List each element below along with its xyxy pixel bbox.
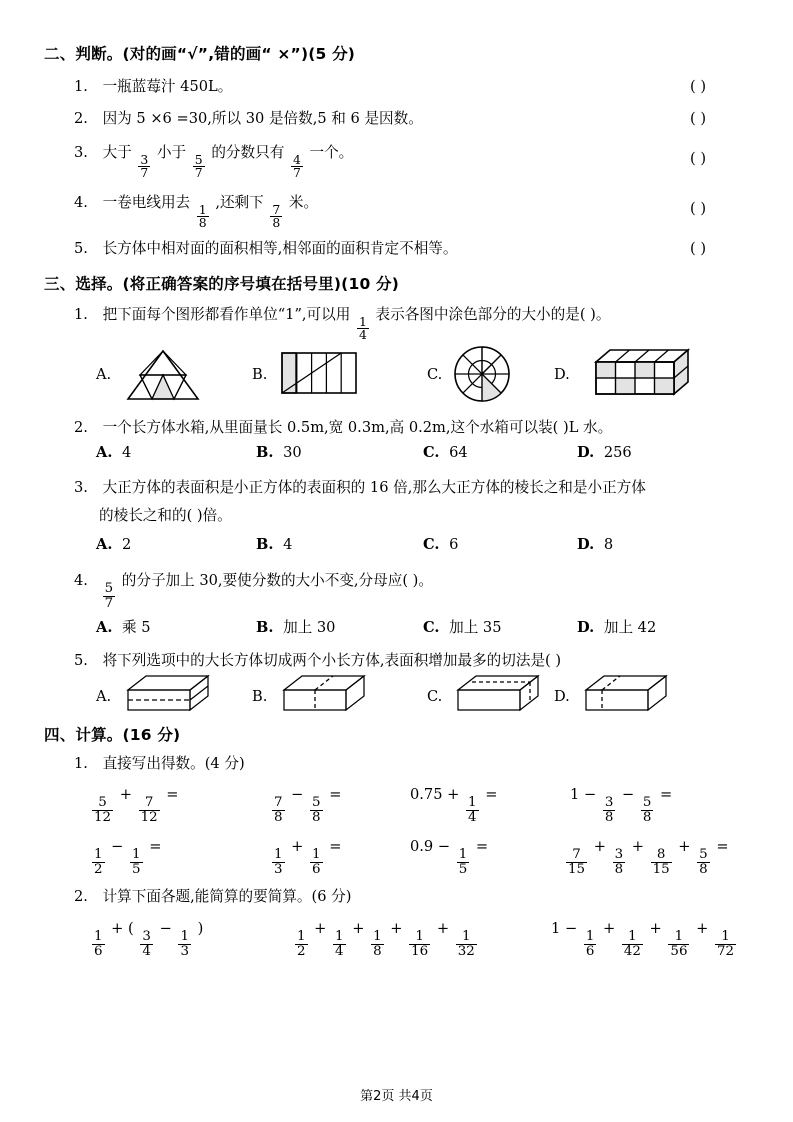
judge-item-3-post: 一个。 — [309, 144, 354, 161]
judge-item-2-bracket[interactable]: ( ) — [690, 110, 707, 127]
choice-q4-body[interactable]: 的分子加上 30,要使分数的大小不变,分母应( )。 — [121, 572, 433, 589]
paren-close: ) — [197, 920, 204, 937]
fraction-5-12: $\frac{5}{12}$ — [94, 795, 112, 825]
judge-item-2-number: 2. — [74, 110, 88, 127]
fraction-1-5: $\frac{1}{5}$ — [132, 847, 141, 877]
operator-plus: + — [593, 838, 606, 855]
choice-q4-option-b-label: B. — [256, 619, 274, 636]
decimal-075: 0.75 — [410, 786, 443, 803]
operator-plus: + — [291, 838, 304, 855]
equals-sign: = — [329, 786, 342, 803]
judge-item-1-number: 1. — [74, 78, 88, 95]
judge-item-5-bracket[interactable]: ( ) — [690, 240, 707, 257]
choice-q5-option-c-label[interactable]: C. — [427, 688, 443, 705]
fraction-5-8-c: $\frac{5}{8}$ — [699, 847, 708, 877]
choice-q4-option-d[interactable] — [577, 616, 656, 637]
choice-q5-option-a-label[interactable]: A. — [96, 688, 112, 705]
section-heading-calc: 四、计算。(16 分) — [44, 726, 181, 744]
judge-item-3-number: 3. — [74, 144, 88, 161]
calc-sub2-number: 2. — [74, 888, 88, 905]
judge-item-5 — [74, 238, 457, 260]
judge-item-4-number: 4. — [74, 194, 88, 211]
choice-q4-text — [74, 570, 433, 610]
operator-plus-2: + — [352, 920, 365, 937]
operator-plus: + — [111, 920, 124, 937]
judge-item-3 — [74, 142, 353, 180]
calc-item-4[interactable] — [570, 786, 672, 824]
figure-cuboid-cut-vertical-cross — [278, 672, 370, 716]
choice-q4-option-c-value: 加上 35 — [449, 619, 502, 636]
section-heading-choice: 三、选择。(将正确答案的序号填在括号里)(10 分) — [44, 275, 400, 293]
equals-sign: = — [716, 838, 729, 855]
operator-minus: − — [291, 786, 304, 803]
choice-q2-option-c[interactable] — [423, 444, 468, 461]
figure-circle-sectors — [452, 344, 512, 404]
choice-q4-option-a[interactable] — [96, 616, 151, 637]
fraction-1-8-b: $\frac{1}{8}$ — [373, 929, 382, 959]
choice-q4-option-b[interactable] — [256, 616, 335, 637]
choice-q4-option-d-value: 加上 42 — [603, 619, 657, 636]
fraction-7-12: $\frac{7}{12}$ — [140, 795, 158, 825]
figure-cuboid-cut-left-vertical — [580, 672, 672, 716]
fraction-1-16: $\frac{1}{16}$ — [411, 929, 429, 959]
figure-rectangle-strips-diagonal — [280, 350, 360, 398]
fraction-1-2-b: $\frac{1}{2}$ — [297, 929, 306, 959]
choice-q5-option-d-label[interactable]: D. — [554, 688, 570, 705]
judge-item-3-mid: 小于 — [156, 144, 187, 161]
choice-q1-pre: 把下面每个图形都看作单位“1”,可以用 — [102, 306, 351, 323]
operator-minus-2: − — [621, 786, 635, 803]
choice-q3-line2[interactable]: 的棱长之和的( )倍。 — [99, 507, 232, 524]
choice-q1-post[interactable]: 表示各图中涂色部分的大小的是( )。 — [375, 306, 611, 323]
fraction-1-6-c: $\frac{1}{6}$ — [585, 929, 595, 959]
operator-minus: − — [583, 786, 597, 803]
judge-item-2 — [74, 108, 423, 130]
judge-item-5-number: 5. — [74, 240, 88, 257]
figure-cube-stack — [588, 346, 698, 404]
choice-q4-option-c-label: C. — [423, 619, 440, 636]
choice-q5-body[interactable]: 将下列选项中的大长方体切成两个小长方体,表面积增加最多的切法是( ) — [102, 652, 562, 669]
operator-plus: + — [314, 920, 327, 937]
calc-item-1[interactable] — [90, 786, 178, 824]
choice-q2-option-d-value: 256 — [603, 444, 632, 461]
calc-item-3[interactable] — [410, 786, 497, 824]
operator-plus: + — [447, 786, 460, 803]
fraction-3-8: $\frac{3}{8}$ — [604, 795, 614, 825]
choice-q1-number: 1. — [74, 306, 88, 323]
operator-plus: + — [602, 920, 616, 937]
fraction-1-32: $\frac{1}{32}$ — [457, 929, 475, 959]
calc-item-9[interactable] — [90, 920, 203, 958]
judge-item-4 — [74, 192, 318, 230]
choice-q4-option-a-value: 乘 5 — [122, 619, 151, 636]
choice-q2-option-d-label: D. — [577, 444, 595, 461]
choice-q2-option-b-label: B. — [256, 444, 274, 461]
figure-cuboid-cut-horizontal — [122, 672, 214, 716]
fraction-5-7-a: $\frac{5}{7}$ — [194, 152, 203, 181]
figure-cuboid-cut-top-dashed — [452, 672, 544, 716]
fraction-7-15: $\frac{7}{15}$ — [568, 847, 586, 877]
choice-q5-text — [74, 650, 561, 672]
choice-q3-option-a-label: A. — [96, 536, 113, 553]
choice-q2-text — [74, 417, 612, 439]
calc-sub1-number: 1. — [74, 755, 88, 772]
fraction-1-72: $\frac{1}{72}$ — [716, 929, 735, 959]
choice-q2-option-a-label: A. — [96, 444, 113, 461]
fraction-3-7-a: $\frac{3}{7}$ — [140, 152, 149, 181]
choice-q1-option-b-label[interactable]: B. — [252, 366, 268, 383]
fraction-5-8-b: $\frac{5}{8}$ — [642, 795, 652, 825]
choice-q2-option-a-value: 4 — [122, 444, 132, 461]
fraction-1-42: $\frac{1}{42}$ — [623, 929, 641, 959]
operator-minus: − — [159, 920, 172, 937]
judge-item-4-post: 米。 — [288, 194, 319, 211]
equals-sign: = — [329, 838, 342, 855]
choice-q3-option-d-label: D. — [577, 536, 595, 553]
calc-sub2-label: 计算下面各题,能简算的要简算。(6 分) — [102, 888, 352, 905]
choice-q4-option-b-value: 加上 30 — [283, 619, 336, 636]
fraction-3-4: $\frac{3}{4}$ — [142, 929, 151, 959]
choice-q3-option-a[interactable] — [96, 536, 131, 553]
calc-item-11[interactable] — [551, 920, 738, 958]
choice-q2-option-b[interactable] — [256, 444, 302, 461]
calc-item-8[interactable] — [564, 838, 729, 876]
operator-plus-2: + — [649, 920, 662, 937]
choice-q2-number: 2. — [74, 419, 88, 436]
equals-sign: = — [485, 786, 498, 803]
choice-q3-option-b-value: 4 — [283, 536, 293, 553]
judge-item-3-bracket[interactable]: ( ) — [690, 150, 707, 167]
calc-sub2-title — [74, 886, 351, 908]
operator-plus-4: + — [436, 920, 450, 937]
choice-q1-option-c-label[interactable]: C. — [427, 366, 443, 383]
operator-plus-3: + — [390, 920, 403, 937]
section-heading-judge: 二、判断。(对的画“√”,错的画“ ×”)(5 分) — [44, 45, 356, 63]
choice-q2-option-c-label: C. — [423, 444, 440, 461]
page-footer: 第2页 共4页 — [360, 1089, 433, 1104]
operator-plus-3: + — [678, 838, 691, 855]
operator-minus: − — [437, 838, 451, 855]
choice-q3-line1 — [74, 477, 646, 499]
decimal-09: 0.9 — [410, 838, 434, 855]
choice-q2-option-d[interactable] — [577, 444, 632, 461]
figure-triangle-quarters — [122, 348, 204, 402]
choice-q4-number: 4. — [74, 572, 88, 589]
calc-item-5[interactable] — [90, 838, 161, 876]
choice-q5-number: 5. — [74, 652, 88, 669]
paren-open: ( — [128, 920, 134, 937]
calc-item-6[interactable] — [270, 838, 341, 876]
fraction-1-8: $\frac{1}{8}$ — [198, 202, 207, 231]
number-one: 1 — [570, 786, 580, 803]
equals-sign: = — [475, 838, 489, 855]
choice-q3-option-d[interactable] — [577, 536, 613, 553]
fraction-7-8-b: $\frac{7}{8}$ — [274, 795, 283, 825]
choice-q2-option-b-value: 30 — [283, 444, 302, 461]
calc-item-10[interactable] — [293, 920, 479, 958]
choice-q1-text — [74, 304, 610, 342]
choice-q3-option-c-value: 6 — [449, 536, 459, 553]
choice-q3-option-c[interactable] — [423, 536, 458, 553]
choice-q3-option-d-value: 8 — [603, 536, 614, 553]
judge-item-1-bracket[interactable]: ( ) — [690, 78, 707, 95]
judge-item-2-text: 因为 5 ×6 =30,所以 30 是倍数,5 和 6 是因数。 — [102, 110, 423, 127]
choice-q2-option-c-value: 64 — [449, 444, 468, 461]
choice-q5-option-b-label[interactable]: B. — [252, 688, 268, 705]
fraction-1-2: $\frac{1}{2}$ — [94, 847, 103, 877]
fraction-1-6-b: $\frac{1}{6}$ — [94, 929, 103, 959]
judge-item-4-mid: ,还剩下 — [215, 194, 264, 211]
choice-q3-body1: 大正方体的表面积是小正方体的表面积的 16 倍,那么大正方体的棱长之和是小正方体 — [102, 479, 646, 496]
judge-item-1 — [74, 76, 232, 98]
operator-minus: − — [111, 838, 124, 855]
fraction-1-3: $\frac{1}{3}$ — [274, 847, 283, 877]
judge-item-5-text: 长方体中相对面的面积相等,相邻面的面积肯定不相等。 — [102, 240, 458, 257]
choice-q4-option-c[interactable] — [423, 616, 502, 637]
operator-plus-3: + — [696, 920, 709, 937]
fraction-1-6: $\frac{1}{6}$ — [312, 847, 321, 877]
judge-item-3-pre: 大于 — [102, 144, 132, 161]
choice-q4-option-a-label: A. — [96, 619, 113, 636]
equals-sign: = — [166, 786, 179, 803]
fraction-7-8: $\frac{7}{8}$ — [272, 202, 281, 231]
fraction-1-4: $\frac{1}{4}$ — [358, 314, 367, 343]
equals-sign: = — [149, 838, 162, 855]
fraction-5-7-b: $\frac{5}{7}$ — [104, 581, 114, 611]
operator-plus: + — [119, 786, 132, 803]
fraction-5-8: $\frac{5}{8}$ — [312, 795, 321, 825]
fraction-1-4-c: $\frac{1}{4}$ — [335, 929, 344, 959]
calc-item-7[interactable] — [410, 838, 488, 876]
fraction-3-8-b: $\frac{3}{8}$ — [614, 847, 624, 877]
judge-item-4-bracket[interactable]: ( ) — [690, 200, 707, 217]
fraction-1-3-b: $\frac{1}{3}$ — [180, 929, 189, 959]
choice-q3-option-c-label: C. — [423, 536, 440, 553]
calc-item-2[interactable] — [270, 786, 341, 824]
fraction-1-5-b: $\frac{1}{5}$ — [458, 847, 468, 877]
choice-q3-option-b[interactable] — [256, 536, 292, 553]
choice-q3-number: 3. — [74, 479, 88, 496]
choice-q1-option-d-label[interactable]: D. — [554, 366, 570, 383]
judge-item-1-text: 一瓶蓝莓汁 450L。 — [102, 78, 233, 95]
fraction-8-15: $\frac{8}{15}$ — [652, 847, 670, 877]
calc-sub1-label: 直接写出得数。(4 分) — [102, 755, 245, 772]
choice-q4-option-d-label: D. — [577, 619, 595, 636]
operator-plus-2: + — [631, 838, 644, 855]
number-one-b: 1 — [551, 920, 561, 937]
choice-q1-option-a-label[interactable]: A. — [96, 366, 112, 383]
choice-q2-body[interactable]: 一个长方体水箱,从里面量长 0.5m,宽 0.3m,高 0.2m,这个水箱可以装( )L 水。 — [102, 419, 613, 436]
fraction-1-4-b: $\frac{1}{4}$ — [468, 795, 477, 825]
operator-minus: − — [564, 920, 578, 937]
choice-q3-option-b-label: B. — [256, 536, 274, 553]
judge-item-4-pre: 一卷电线用去 — [102, 194, 191, 211]
equals-sign: = — [660, 786, 673, 803]
choice-q3-option-a-value: 2 — [122, 536, 132, 553]
fraction-4-7: $\frac{4}{7}$ — [292, 152, 301, 181]
calc-sub1-title — [74, 753, 245, 775]
judge-item-3-mid2: 的分数只有 — [211, 144, 285, 161]
fraction-1-56: $\frac{1}{56}$ — [670, 929, 688, 959]
choice-q2-option-a[interactable] — [96, 444, 131, 461]
